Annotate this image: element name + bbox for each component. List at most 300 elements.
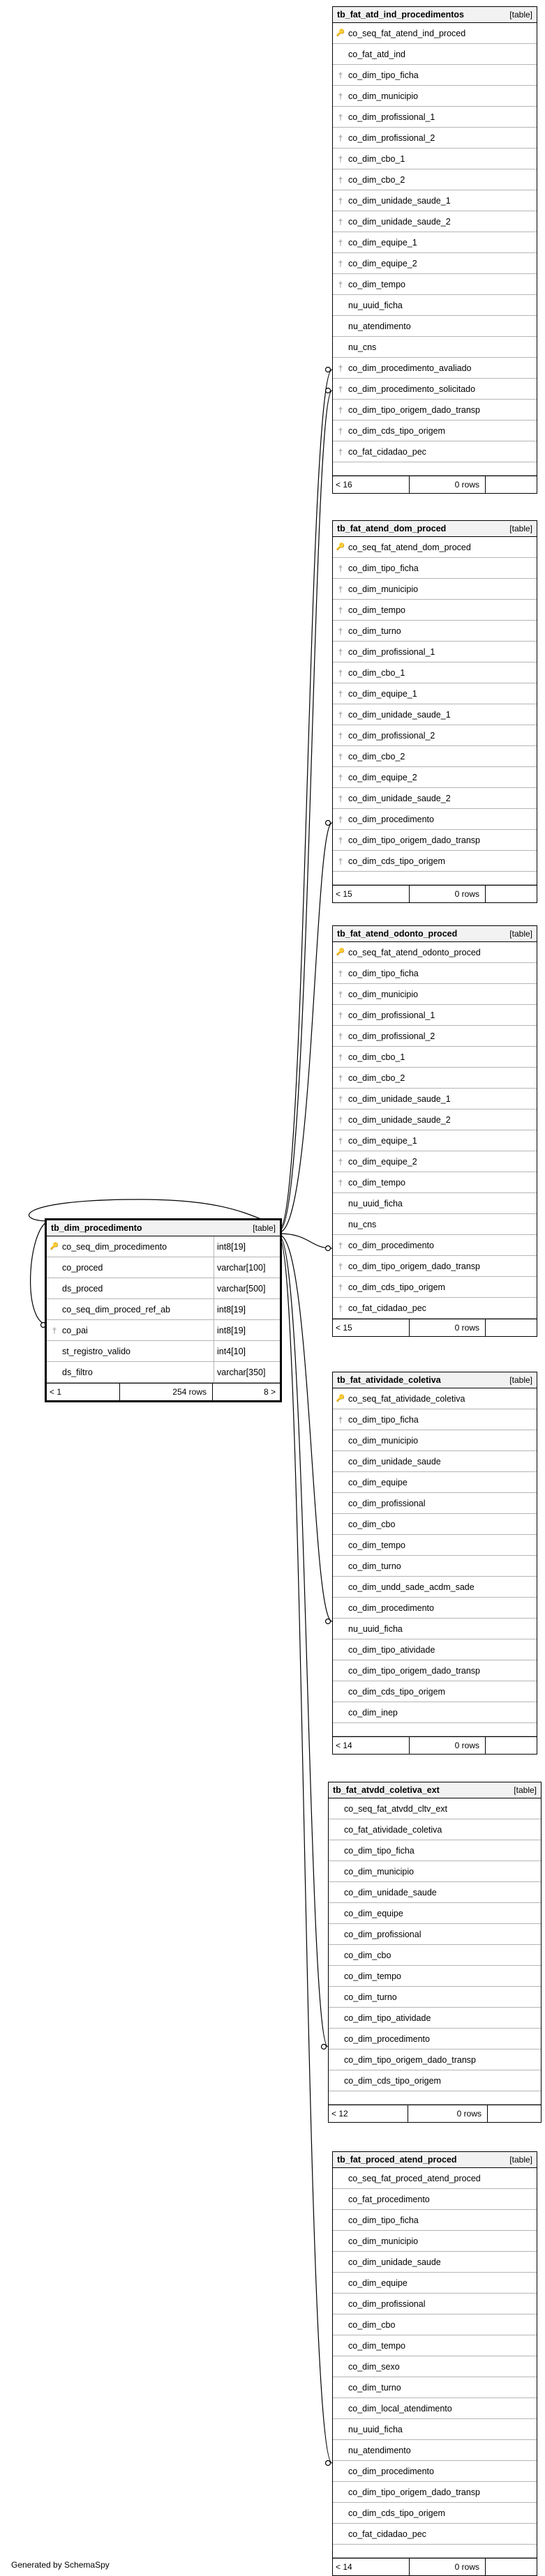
column-name: co_dim_unidade_saude	[348, 1456, 441, 1467]
table-footer	[333, 2558, 537, 2575]
column-row[interactable]	[333, 441, 537, 462]
column-row[interactable]	[333, 2482, 537, 2503]
column-row[interactable]	[333, 1193, 537, 1214]
column-name: co_dim_profissional_2	[348, 730, 435, 741]
table-header[interactable]	[333, 7, 537, 23]
column-list	[333, 537, 537, 872]
parent-count[interactable]: 8 >	[263, 1387, 276, 1397]
column-row[interactable]	[333, 1005, 537, 1026]
column-name: co_dim_local_atendimento	[348, 2403, 452, 2414]
column-name: co_dim_tipo_atividade	[344, 2013, 431, 2023]
column-type: varchar[350]	[214, 1362, 280, 1382]
column-name: co_dim_sexo	[348, 2361, 400, 2372]
column-row[interactable]	[333, 984, 537, 1005]
column-name: co_dim_cbo	[348, 1519, 396, 1529]
foreign-key-icon: †	[338, 835, 343, 845]
column-name: nu_uuid_ficha	[348, 2424, 403, 2434]
column-name: co_dim_cbo_1	[348, 153, 405, 164]
column-row[interactable]	[333, 558, 537, 579]
column-name: co_fat_procedimento	[348, 2194, 430, 2204]
column-row[interactable]	[333, 295, 537, 316]
column-name: co_proced	[62, 1262, 103, 1273]
column-row[interactable]	[329, 1840, 541, 1861]
column-row[interactable]	[333, 1151, 537, 1172]
foreign-key-icon: †	[338, 646, 343, 657]
column-name: co_dim_turno	[348, 1561, 401, 1571]
column-name: co_dim_municipio	[348, 2236, 419, 2246]
blank-row	[329, 2091, 541, 2105]
foreign-key-icon: †	[338, 856, 343, 866]
column-name: co_dim_tipo_origem_dado_transp	[348, 404, 481, 415]
column-name: co_dim_procedimento_avaliado	[348, 363, 472, 373]
column-row[interactable]	[333, 253, 537, 274]
column-row[interactable]	[333, 23, 537, 44]
column-name: co_seq_fat_atend_dom_proced	[348, 542, 471, 552]
column-name: co_pai	[62, 1325, 88, 1335]
column-row[interactable]	[333, 2231, 537, 2252]
column-row[interactable]	[333, 1298, 537, 1319]
table-footer	[333, 885, 537, 902]
column-row[interactable]	[333, 358, 537, 379]
foreign-key-icon: †	[338, 1156, 343, 1167]
column-row[interactable]	[333, 2398, 537, 2419]
column-row[interactable]	[47, 1320, 280, 1341]
column-row[interactable]	[333, 2377, 537, 2398]
column-name: co_dim_equipe	[348, 2278, 408, 2288]
column-row[interactable]	[333, 621, 537, 642]
column-name: co_dim_unidade_saude_2	[348, 793, 451, 803]
column-name: co_dim_unidade_saude_2	[348, 216, 451, 227]
table-tb_fat_atd_ind_procedimentos[interactable]	[332, 6, 537, 494]
row-count: 0 rows	[410, 1737, 486, 1754]
foreign-key-icon: †	[338, 1177, 343, 1188]
child-count[interactable]: < 14	[333, 1737, 410, 1754]
column-row[interactable]	[47, 1278, 280, 1299]
table-footer	[329, 2105, 541, 2122]
foreign-key-icon: †	[338, 70, 343, 80]
foreign-key-icon: †	[338, 258, 343, 268]
column-name: co_dim_tipo_origem_dado_transp	[348, 835, 481, 845]
column-row[interactable]	[333, 767, 537, 788]
column-type: int8[19]	[214, 1299, 280, 1319]
column-name: co_dim_municipio	[348, 584, 419, 594]
column-row[interactable]	[333, 600, 537, 621]
foreign-key-icon: †	[338, 772, 343, 782]
column-row[interactable]	[333, 2314, 537, 2335]
column-name: co_dim_tipo_ficha	[348, 1414, 419, 1425]
column-row[interactable]	[333, 65, 537, 86]
table-tb_fat_atend_dom_proced[interactable]	[332, 520, 537, 903]
column-name: co_dim_cbo	[344, 1950, 391, 1960]
column-name: nu_uuid_ficha	[348, 300, 403, 310]
foreign-key-icon: †	[338, 667, 343, 678]
column-row[interactable]	[329, 1987, 541, 2008]
foreign-key-icon: †	[338, 814, 343, 824]
column-row[interactable]	[333, 44, 537, 65]
table-tb_fat_atend_odonto_proced[interactable]	[332, 925, 537, 1337]
column-row[interactable]	[333, 2335, 537, 2356]
row-count: 0 rows	[410, 476, 486, 493]
column-name: co_seq_fat_atend_odonto_proced	[348, 947, 481, 957]
column-row[interactable]	[329, 1903, 541, 1924]
column-row[interactable]	[333, 1130, 537, 1151]
column-row[interactable]	[329, 2050, 541, 2070]
column-row[interactable]	[333, 851, 537, 872]
column-row[interactable]	[333, 2273, 537, 2294]
column-name: co_dim_turno	[348, 626, 401, 636]
column-name: co_dim_turno	[348, 2382, 401, 2393]
column-name: co_dim_cds_tipo_origem	[344, 2075, 441, 2086]
column-row[interactable]	[333, 2294, 537, 2314]
column-type: int8[19]	[214, 1320, 280, 1340]
column-row[interactable]	[333, 788, 537, 809]
table-header[interactable]	[333, 2152, 537, 2168]
column-row[interactable]	[333, 2189, 537, 2210]
column-name: co_dim_tempo	[348, 1177, 405, 1188]
column-name: co_dim_profissional	[348, 2298, 426, 2309]
column-row[interactable]	[333, 274, 537, 295]
row-count: 0 rows	[408, 2105, 488, 2122]
table-name: tb_fat_proced_atend_proced	[337, 2155, 457, 2165]
child-count[interactable]: < 16	[333, 476, 410, 493]
column-row[interactable]	[333, 1068, 537, 1089]
column-type: varchar[500]	[214, 1278, 280, 1298]
column-row[interactable]	[333, 1047, 537, 1068]
column-name: nu_uuid_ficha	[348, 1198, 403, 1209]
column-row[interactable]	[333, 2503, 537, 2524]
column-row[interactable]	[333, 169, 537, 190]
table-name: tb_fat_atend_odonto_proced	[337, 929, 458, 939]
column-row[interactable]	[333, 1472, 537, 1493]
column-row[interactable]	[333, 1089, 537, 1109]
column-name: co_dim_procedimento	[348, 1603, 434, 1613]
column-row[interactable]	[333, 537, 537, 558]
column-name: co_dim_tipo_atividade	[348, 1644, 435, 1655]
column-row[interactable]	[329, 2070, 541, 2091]
column-row[interactable]	[333, 2168, 537, 2189]
column-name: co_dim_tipo_ficha	[348, 70, 419, 80]
column-name: co_dim_equipe_2	[348, 772, 417, 782]
foreign-key-icon: †	[338, 563, 343, 573]
column-name: co_seq_dim_procedimento	[62, 1241, 167, 1252]
column-row[interactable]	[333, 1277, 537, 1298]
column-list	[333, 2168, 537, 2545]
column-row[interactable]	[333, 149, 537, 169]
column-row[interactable]	[333, 1493, 537, 1514]
column-name: co_seq_fat_atividade_coletiva	[348, 1393, 465, 1404]
foreign-key-icon: †	[338, 1303, 343, 1313]
foreign-key-icon: †	[338, 1240, 343, 1250]
column-row[interactable]	[333, 963, 537, 984]
column-row[interactable]	[333, 746, 537, 767]
column-name: co_dim_procedimento	[348, 814, 434, 824]
foreign-key-icon: †	[338, 237, 343, 248]
child-count[interactable]: < 15	[333, 886, 410, 902]
foreign-key-icon: †	[338, 195, 343, 206]
table-header[interactable]	[333, 521, 537, 537]
column-name: co_dim_equipe	[344, 1908, 403, 1918]
column-row[interactable]	[333, 1409, 537, 1430]
foreign-key-icon: †	[338, 425, 343, 436]
foreign-key-icon: †	[338, 626, 343, 636]
column-row[interactable]	[333, 1514, 537, 1535]
column-row[interactable]	[333, 1681, 537, 1702]
column-name: co_dim_cbo_2	[348, 174, 405, 185]
column-list	[329, 1798, 541, 2091]
column-row[interactable]	[329, 1924, 541, 1945]
blank-row	[333, 2545, 537, 2558]
column-name: co_dim_profissional_2	[348, 1031, 435, 1041]
column-name: co_dim_procedimento	[344, 2033, 430, 2044]
column-name: co_dim_profissional_1	[348, 646, 435, 657]
column-row[interactable]	[47, 1299, 280, 1320]
column-row[interactable]	[333, 830, 537, 851]
column-name: co_fat_cidadao_pec	[348, 446, 426, 457]
column-row[interactable]	[333, 1660, 537, 1681]
child-count[interactable]: < 15	[333, 1319, 410, 1336]
column-name: co_dim_municipio	[348, 989, 419, 999]
table-name: tb_fat_atvdd_coletiva_ext	[333, 1785, 440, 1795]
foreign-key-icon: †	[338, 153, 343, 164]
column-row[interactable]	[333, 1109, 537, 1130]
column-row[interactable]	[333, 1577, 537, 1598]
child-count[interactable]: < 12	[329, 2105, 408, 2122]
foreign-key-icon: †	[338, 132, 343, 143]
foreign-key-icon: †	[338, 1052, 343, 1062]
blank-row	[333, 462, 537, 476]
column-name: co_dim_unidade_saude	[348, 2257, 441, 2267]
column-name: co_dim_profissional_2	[348, 132, 435, 143]
child-count[interactable]: < 1	[47, 1384, 120, 1400]
column-row[interactable]	[333, 642, 537, 662]
foreign-key-icon: †	[338, 112, 343, 122]
column-row[interactable]	[333, 2356, 537, 2377]
column-row[interactable]	[333, 400, 537, 421]
column-name: co_dim_cds_tipo_origem	[348, 425, 445, 436]
column-type: int8[19]	[214, 1236, 280, 1257]
column-row[interactable]	[333, 2419, 537, 2440]
column-list	[333, 1388, 537, 1723]
table-tb_fat_proced_atend_proced[interactable]	[332, 2151, 537, 2576]
column-name: co_seq_dim_proced_ref_ab	[62, 1304, 170, 1314]
column-row[interactable]	[47, 1236, 280, 1257]
column-name: co_dim_tempo	[344, 1971, 401, 1981]
foreign-key-icon: †	[338, 1261, 343, 1271]
column-row[interactable]	[333, 809, 537, 830]
column-row[interactable]	[333, 421, 537, 441]
column-row[interactable]	[333, 1639, 537, 1660]
column-row[interactable]	[333, 1702, 537, 1723]
column-row[interactable]	[333, 379, 537, 400]
primary-key-icon: 🔑	[336, 29, 345, 37]
column-name: co_dim_unidade_saude	[344, 1887, 437, 1897]
column-name: co_dim_profissional_1	[348, 112, 435, 122]
column-row[interactable]	[333, 232, 537, 253]
column-name: st_registro_valido	[62, 1346, 130, 1356]
column-name: co_seq_fat_atend_ind_proced	[348, 28, 466, 38]
column-name: co_fat_atd_ind	[348, 49, 406, 59]
foreign-key-icon: †	[338, 1010, 343, 1020]
column-row[interactable]	[329, 2008, 541, 2029]
table-name: tb_fat_atividade_coletiva	[337, 1375, 441, 1385]
column-row[interactable]	[333, 1535, 537, 1556]
column-row[interactable]	[333, 2252, 537, 2273]
row-count: 0 rows	[410, 1319, 486, 1336]
column-row[interactable]	[333, 2461, 537, 2482]
column-name: co_dim_cbo	[348, 2319, 396, 2330]
column-name: co_seq_fat_proced_atend_proced	[348, 2173, 481, 2183]
column-name: co_dim_unidade_saude_1	[348, 195, 451, 206]
column-row[interactable]	[333, 704, 537, 725]
foreign-key-icon: †	[338, 404, 343, 415]
foreign-key-icon: †	[338, 1093, 343, 1104]
column-row[interactable]	[47, 1362, 280, 1383]
column-name: co_fat_atividade_coletiva	[344, 1824, 442, 1835]
column-name: ds_proced	[62, 1283, 103, 1294]
column-row[interactable]	[329, 2029, 541, 2050]
column-row[interactable]	[333, 662, 537, 683]
foreign-key-icon: †	[338, 751, 343, 762]
table-footer	[333, 476, 537, 493]
column-row[interactable]	[329, 1861, 541, 1882]
child-count[interactable]: < 14	[333, 2559, 410, 2575]
column-name: co_dim_equipe_1	[348, 688, 417, 699]
column-row[interactable]	[329, 1945, 541, 1966]
column-name: co_dim_profissional	[348, 1498, 426, 1508]
foreign-key-icon: †	[338, 1031, 343, 1041]
table-header[interactable]	[47, 1220, 280, 1236]
column-row[interactable]	[333, 942, 537, 963]
table-tb_dim_procedimento[interactable]	[45, 1218, 282, 1402]
foreign-key-icon: †	[338, 1114, 343, 1125]
column-row[interactable]	[333, 107, 537, 128]
column-row[interactable]	[333, 683, 537, 704]
column-name: co_dim_procedimento	[348, 2466, 434, 2476]
foreign-key-icon: †	[338, 1414, 343, 1425]
column-name: nu_uuid_ficha	[348, 1623, 403, 1634]
column-name: co_dim_procedimento	[348, 1240, 434, 1250]
column-name: co_dim_equipe	[348, 1477, 408, 1487]
table-footer	[333, 1736, 537, 1754]
column-row[interactable]	[333, 1556, 537, 1577]
foreign-key-icon: †	[338, 384, 343, 394]
column-name: co_dim_equipe_2	[348, 258, 417, 268]
column-row[interactable]	[329, 1882, 541, 1903]
foreign-key-icon: †	[338, 730, 343, 741]
column-row[interactable]	[333, 1214, 537, 1235]
column-row[interactable]	[333, 1235, 537, 1256]
column-name: co_dim_unidade_saude_2	[348, 1114, 451, 1125]
table-header[interactable]	[329, 1782, 541, 1798]
column-name: co_dim_tempo	[348, 2340, 405, 2351]
column-row[interactable]	[333, 2210, 537, 2231]
table-type: [table]	[514, 1785, 537, 1795]
column-row[interactable]	[333, 725, 537, 746]
table-type: [table]	[509, 2155, 532, 2165]
column-name: co_dim_tipo_origem_dado_transp	[348, 1261, 481, 1271]
column-name: co_fat_cidadao_pec	[348, 2529, 426, 2539]
column-row[interactable]	[333, 316, 537, 337]
column-name: co_dim_profissional_1	[348, 1010, 435, 1020]
column-row[interactable]	[333, 2524, 537, 2545]
column-row[interactable]	[333, 128, 537, 149]
column-name: co_dim_tipo_ficha	[344, 1845, 415, 1856]
column-name: ds_filtro	[62, 1367, 93, 1377]
column-name: co_dim_tempo	[348, 605, 405, 615]
table-type: [table]	[509, 10, 532, 20]
column-row[interactable]	[333, 1026, 537, 1047]
foreign-key-icon: †	[338, 709, 343, 720]
column-name: co_dim_tipo_ficha	[348, 2215, 419, 2225]
table-tb_fat_atividade_coletiva[interactable]	[332, 1372, 537, 1755]
column-list	[333, 942, 537, 1319]
table-type: [table]	[509, 929, 532, 939]
column-name: co_dim_turno	[344, 1992, 397, 2002]
column-row[interactable]	[333, 1256, 537, 1277]
column-row[interactable]	[333, 1619, 537, 1639]
primary-key-icon: 🔑	[50, 1243, 59, 1250]
foreign-key-icon: †	[338, 363, 343, 373]
column-row[interactable]	[333, 1451, 537, 1472]
column-name: co_dim_tipo_ficha	[348, 563, 419, 573]
column-name: co_dim_municipio	[348, 1435, 419, 1446]
column-name: co_dim_profissional	[344, 1929, 421, 1939]
column-row[interactable]	[329, 1966, 541, 1987]
foreign-key-icon: †	[338, 1135, 343, 1146]
table-tb_fat_atvdd_coletiva_ext[interactable]	[328, 1782, 542, 2123]
column-name: co_dim_cbo_1	[348, 1052, 405, 1062]
column-name: co_dim_cds_tipo_origem	[348, 856, 445, 866]
column-row[interactable]	[333, 190, 537, 211]
column-name: co_dim_tempo	[348, 279, 405, 289]
column-name: nu_atendimento	[348, 321, 411, 331]
column-name: co_seq_fat_atvdd_cltv_ext	[344, 1803, 448, 1814]
column-row[interactable]	[329, 1798, 541, 1819]
column-row[interactable]	[333, 579, 537, 600]
column-row[interactable]	[329, 1819, 541, 1840]
column-name: co_dim_tipo_origem_dado_transp	[344, 2054, 477, 2065]
column-name: co_dim_municipio	[344, 1866, 415, 1877]
column-name: co_fat_cidadao_pec	[348, 1303, 426, 1313]
column-name: co_dim_cbo_2	[348, 1073, 405, 1083]
column-row[interactable]	[333, 1172, 537, 1193]
table-footer	[47, 1383, 280, 1400]
blank-row	[333, 1723, 537, 1736]
column-row[interactable]	[333, 86, 537, 107]
column-name: co_dim_cds_tipo_origem	[348, 1282, 445, 1292]
table-footer	[333, 1319, 537, 1336]
column-row[interactable]	[333, 337, 537, 358]
column-name: co_dim_tipo_origem_dado_transp	[348, 1665, 481, 1676]
column-type: varchar[100]	[214, 1257, 280, 1278]
column-row[interactable]	[333, 1430, 537, 1451]
column-row[interactable]	[333, 1598, 537, 1619]
column-list	[47, 1236, 280, 1383]
column-row[interactable]	[47, 1341, 280, 1362]
column-name: co_dim_equipe_1	[348, 1135, 417, 1146]
primary-key-icon: 🔑	[336, 948, 345, 956]
table-header[interactable]	[333, 926, 537, 942]
column-name: nu_cns	[348, 1219, 377, 1229]
foreign-key-icon: †	[338, 605, 343, 615]
column-name: co_dim_procedimento_solicitado	[348, 384, 476, 394]
column-row[interactable]	[333, 211, 537, 232]
column-row[interactable]	[333, 1388, 537, 1409]
foreign-key-icon: †	[338, 216, 343, 227]
table-header[interactable]	[333, 1372, 537, 1388]
column-row[interactable]	[47, 1257, 280, 1278]
column-row[interactable]	[333, 2440, 537, 2461]
